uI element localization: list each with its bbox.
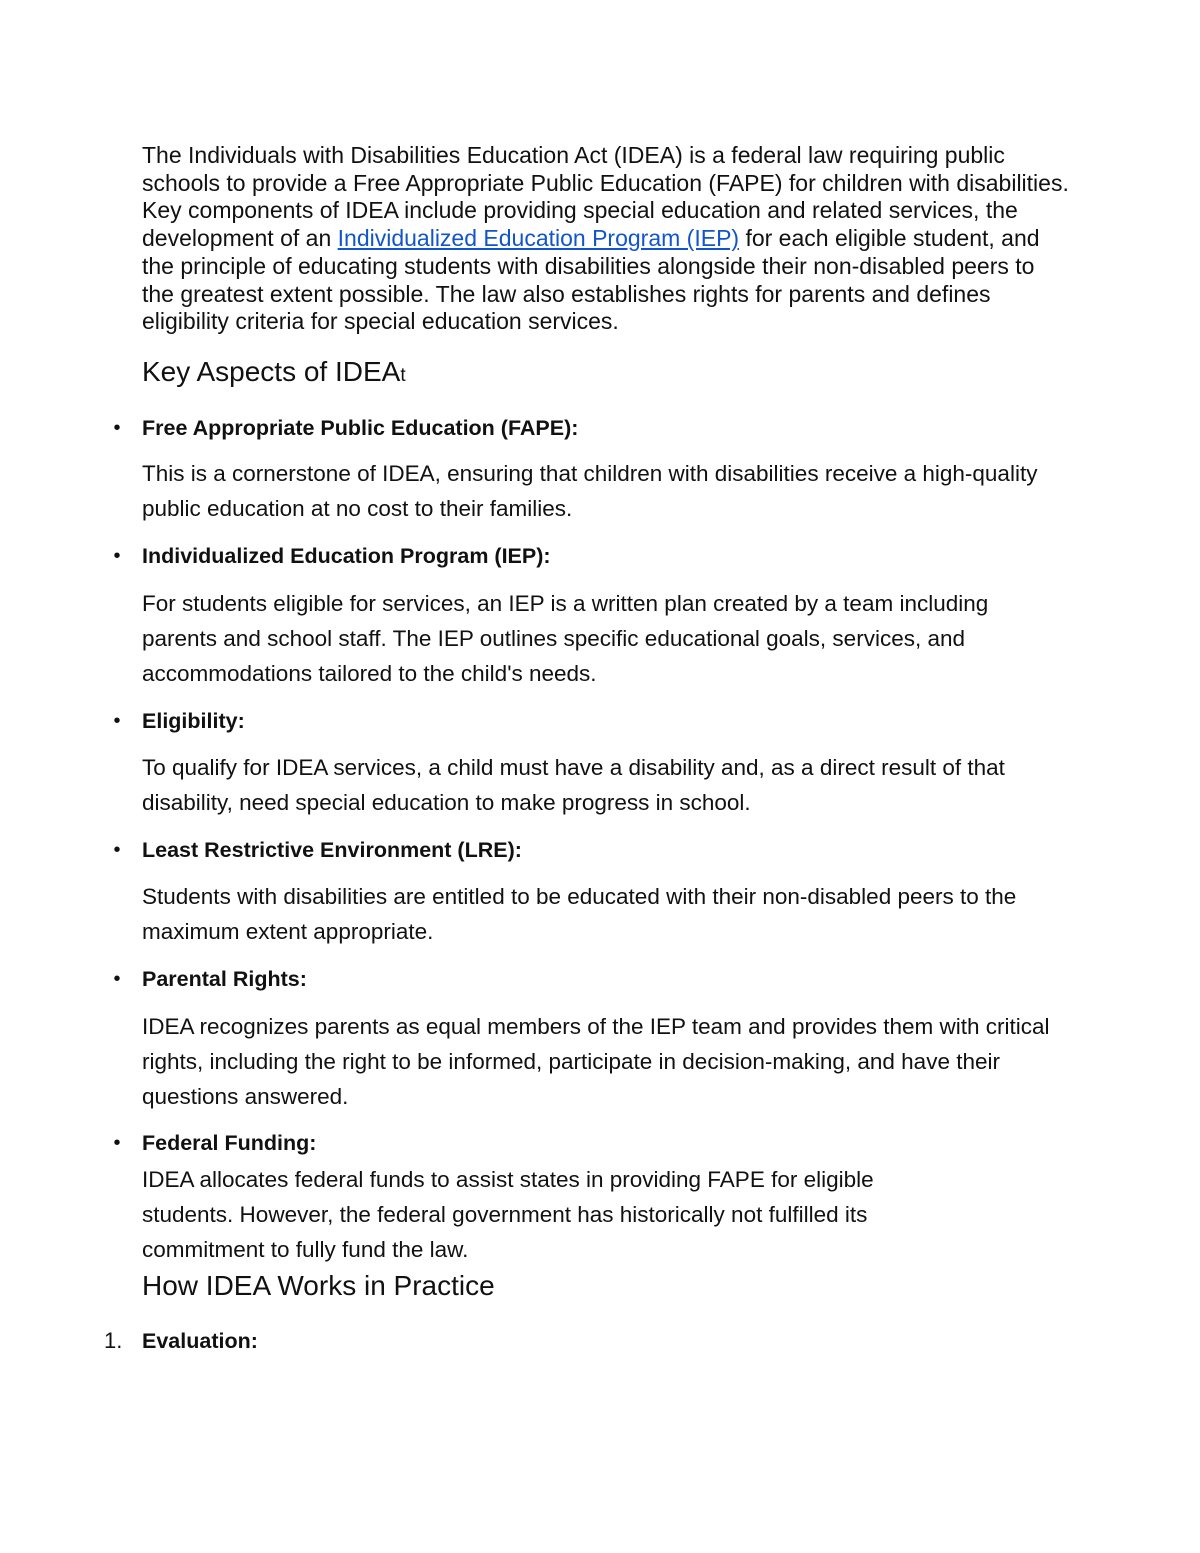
section-heading-key-aspects xyxy=(142,355,406,393)
bullet-icon: • xyxy=(113,417,121,439)
bullet-title-fape: Free Appropriate Public Education (FAPE): xyxy=(142,416,579,440)
bullet-icon: • xyxy=(113,710,121,732)
intro-text-before-link: The Individuals with Disabilities Education Act (IDEA) is a federal law requiring public schools to provide a Free Appropriate Public Education (FAPE) for children with disabilities. Key components of IDEA include providing special education and related services, the development of an xyxy=(142,142,1069,252)
bullet-body-iep: For students eligible for services, an IEP is a written plan created by a team including parents and school staff. The IEP outlines specific educational goals, services, and accommodations tailored to the child's needs. xyxy=(142,591,989,686)
bullet-body-lre: Students with disabilities are entitled to be educated with their non-disabled peers to the maximum extent appropriate. xyxy=(142,884,1017,944)
list-item-title-evaluation: Evaluation: xyxy=(142,1329,258,1353)
bullet-body-parental-rights: IDEA recognizes parents as equal members of the IEP team and provides them with critical rights, including the right to be informed, participate in decision-making, and have their questions answered. xyxy=(142,1014,1050,1109)
intro-text-after-link: for each eligible student, and the principle of educating students with disabilities alongside their non-disabled peers to the greatest extent possible. The law also establishes rights for parents and defines eligibility criteria for special education services. xyxy=(142,225,1040,335)
bullet-body-eligibility: To qualify for IDEA services, a child must have a disability and, as a direct result of that disability, need special education to make progress in school. xyxy=(142,755,1005,815)
bullet-body-fape: This is a cornerstone of IDEA, ensuring that children with disabilities receive a high-quality public education at no cost to their families. xyxy=(142,461,1038,521)
bullet-icon: • xyxy=(113,968,121,990)
iep-link[interactable]: Individualized Education Program (IEP) xyxy=(337,225,740,252)
list-number: 1. xyxy=(104,1328,123,1353)
bullet-title-parental-rights: Parental Rights: xyxy=(142,967,307,991)
bullet-icon: • xyxy=(113,1132,121,1154)
section-heading-text: Key Aspects of IDEA xyxy=(142,356,401,387)
bullet-title-eligibility: Eligibility: xyxy=(142,709,245,733)
section-heading-suffix: t xyxy=(400,365,406,386)
bullet-body-federal-funding: IDEA allocates federal funds to assist states in providing FAPE for eligible students. However, the federal government has historically not fulfilled its commitment to fully fund the law. xyxy=(142,1167,874,1262)
bullet-title-lre: Least Restrictive Environment (LRE): xyxy=(142,838,522,862)
bullet-icon: • xyxy=(113,545,121,567)
bullet-title-federal-funding: Federal Funding: xyxy=(142,1131,317,1155)
section-heading-how-idea-works: How IDEA Works in Practice xyxy=(142,1270,495,1301)
intro-paragraph xyxy=(142,142,1072,336)
bullet-title-iep: Individualized Education Program (IEP): xyxy=(142,544,551,568)
bullet-icon: • xyxy=(113,839,121,861)
